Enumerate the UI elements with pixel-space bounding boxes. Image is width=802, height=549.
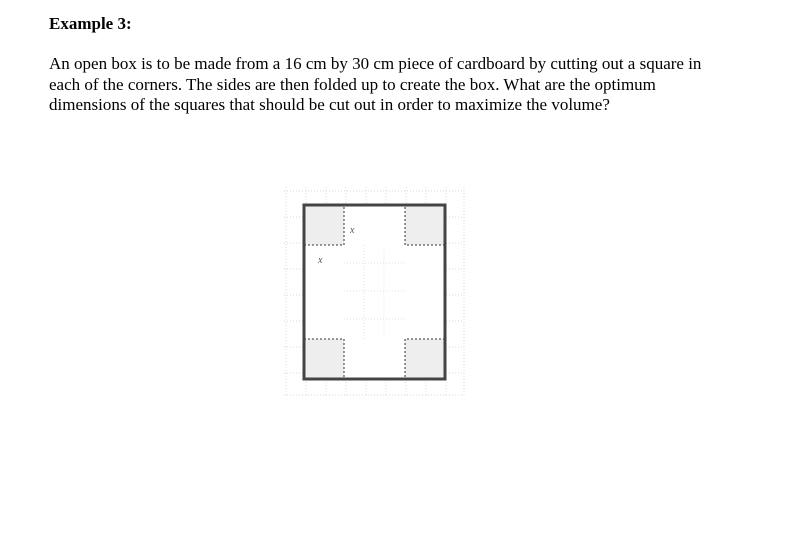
label-x-top: x	[350, 225, 355, 236]
corner-square-top-left	[304, 205, 344, 245]
corner-square-bottom-right	[405, 339, 445, 379]
cardboard-figure	[278, 183, 470, 401]
problem-statement: An open box is to be made from a 16 cm by 30 cm piece of cardboard by cutting out a square in each of the corners. The sides are then folded up to create the box. What are the optimum dimensions of the squares that should be cut out in order to maximize the volume?	[49, 54, 702, 114]
corner-square-bottom-left	[304, 339, 344, 379]
example-heading: Example 3:	[49, 14, 132, 33]
corner-square-top-right	[405, 205, 445, 245]
label-x-side: x	[318, 255, 323, 266]
